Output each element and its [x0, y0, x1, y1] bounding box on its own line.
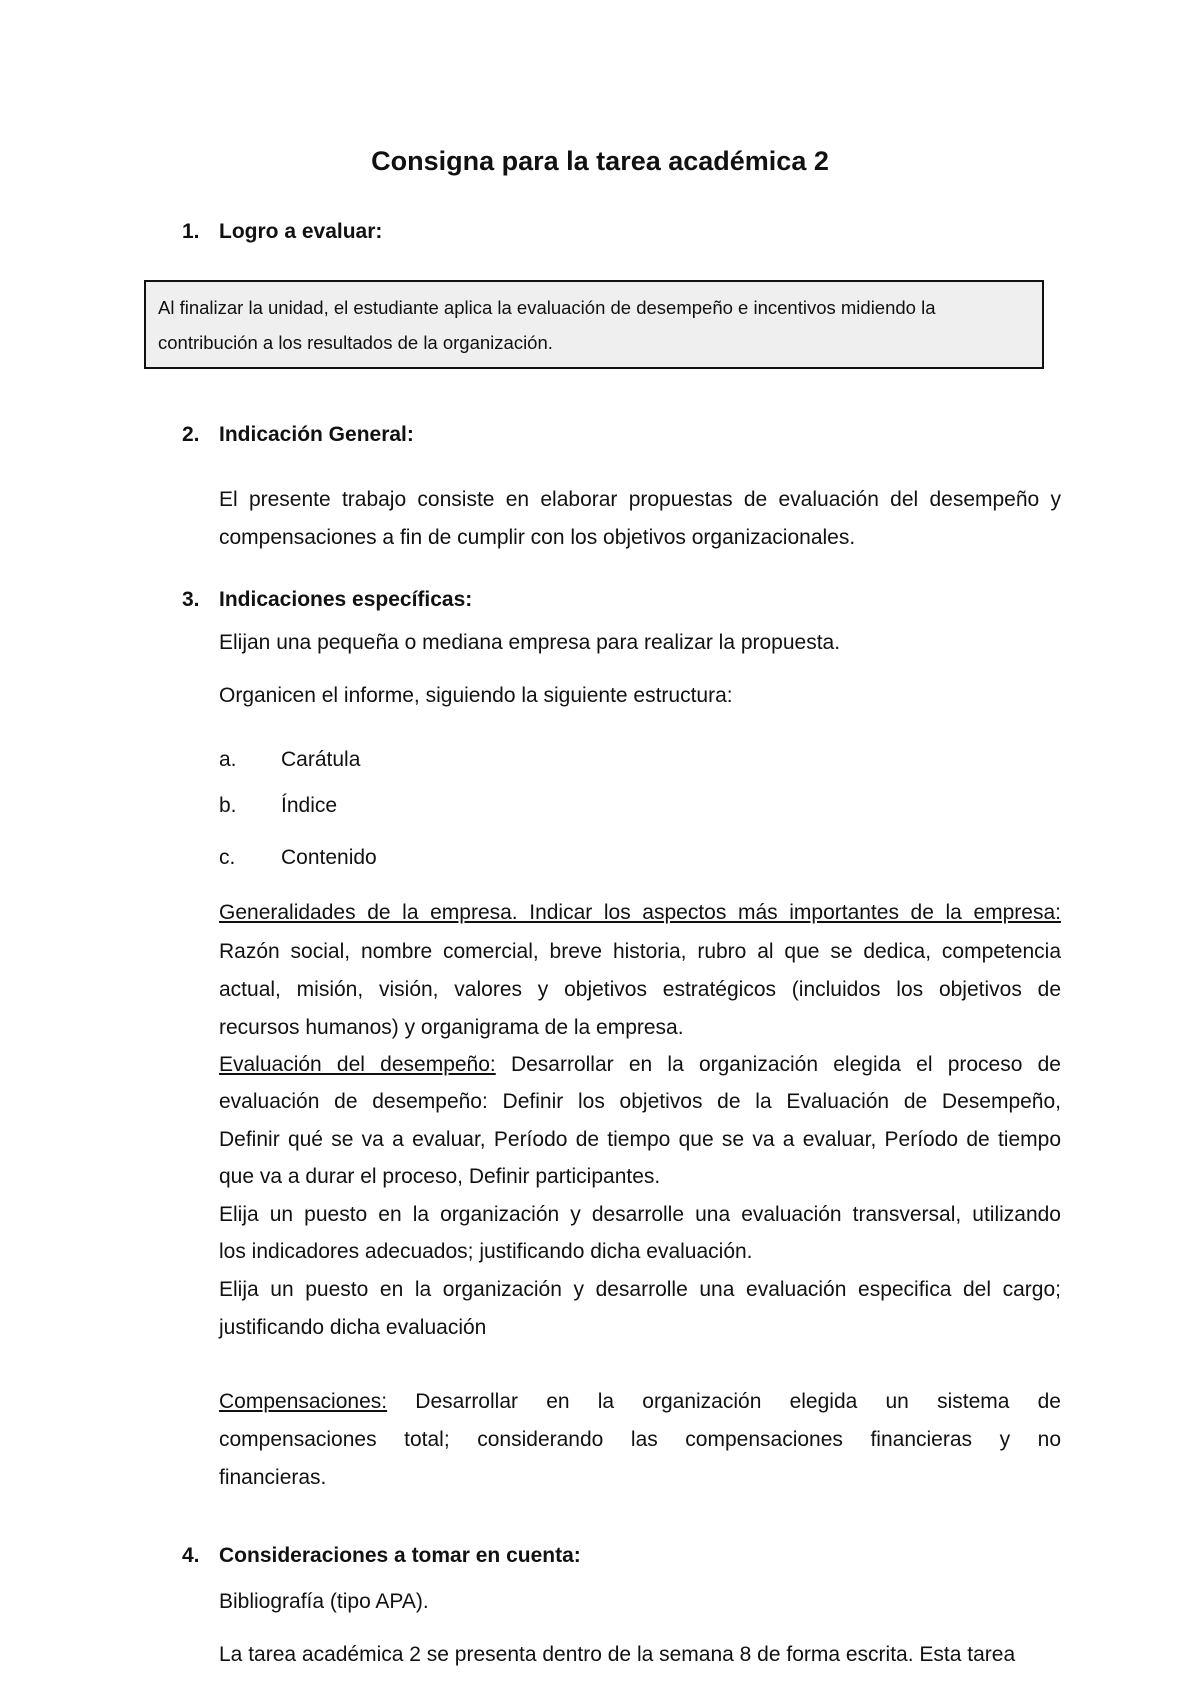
section-3-title: Indicaciones específicas: — [219, 588, 473, 611]
achievement-box — [144, 280, 1044, 369]
evaluacion-first-rest: Desarrollar en la organización elegida el proceso de — [510, 1053, 1061, 1076]
section-2-number: 2. — [182, 423, 200, 446]
list-item-text: Contenido — [281, 846, 377, 869]
evaluacion-line: Elija un puesto en la organización y desarrolle una evaluación transversal, utilizando — [219, 1203, 1061, 1226]
considerations-line: La tarea académica 2 se presenta dentro de la semana 8 de forma escrita. Esta tarea — [219, 1643, 1016, 1666]
section-4-number: 4. — [182, 1544, 200, 1567]
evaluacion-line: los indicadores adecuados; justificando dicha evaluación. — [219, 1240, 753, 1263]
list-item-letter: c. — [219, 846, 236, 869]
general-indication-line: El presente trabajo consiste en elaborar propuestas de evaluación del desempeño y — [219, 488, 1061, 511]
compensaciones-first-rest: Desarrollar en la organización elegida un sistema de — [415, 1390, 1061, 1413]
generalidades-heading: Generalidades de la empresa. Indicar los aspectos más importantes de la empresa: — [219, 901, 1061, 924]
evaluacion-first-line — [219, 1053, 1061, 1077]
list-item-text: Carátula — [281, 748, 361, 771]
compensaciones-first-line — [219, 1390, 1061, 1414]
section-1-heading — [182, 220, 383, 244]
considerations-line: Bibliografía (tipo APA). — [219, 1590, 429, 1613]
compensaciones-line: compensaciones total; considerando las compensaciones financieras y no — [219, 1428, 1061, 1451]
evaluacion-heading: Evaluación del desempeño: — [219, 1053, 496, 1076]
list-item-text: Índice — [281, 794, 338, 817]
evaluacion-line: Elija un puesto en la organización y desarrolle una evaluación especifica del cargo; — [219, 1278, 1061, 1301]
list-item-letter: a. — [219, 748, 237, 771]
achievement-line: Al finalizar la unidad, el estudiante aplica la evaluación de desempeño e incentivos midiendo la — [158, 297, 936, 318]
generalidades-line: actual, misión, visión, valores y objetivos estratégicos (incluidos los objetivos de — [219, 978, 1061, 1001]
generalidades-line: recursos humanos) y organigrama de la empresa. — [219, 1016, 684, 1039]
generalidades-line: Razón social, nombre comercial, breve historia, rubro al que se dedica, competencia — [219, 940, 1061, 963]
section-2-heading — [182, 423, 414, 447]
section-1-number: 1. — [182, 220, 200, 243]
compensaciones-heading: Compensaciones: — [219, 1390, 388, 1413]
evaluacion-line: evaluación de desempeño: Definir los objetivos de la Evaluación de Desempeño, — [219, 1090, 1061, 1113]
specific-intro-1: Elijan una pequeña o mediana empresa para realizar la propuesta. — [219, 631, 841, 654]
document-title: Consigna para la tarea académica 2 — [371, 146, 829, 176]
section-1-title: Logro a evaluar: — [219, 220, 383, 243]
achievement-line: contribución a los resultados de la organización. — [158, 332, 553, 353]
evaluacion-line: que va a durar el proceso, Definir participantes. — [219, 1165, 661, 1188]
general-indication-line: compensaciones a fin de cumplir con los objetivos organizacionales. — [219, 526, 856, 549]
section-4-title: Consideraciones a tomar en cuenta: — [219, 1544, 581, 1567]
section-3-number: 3. — [182, 588, 200, 611]
compensaciones-line: financieras. — [219, 1466, 327, 1489]
list-item-letter: b. — [219, 794, 237, 817]
evaluacion-line: Definir qué se va a evaluar, Período de tiempo que se va a evaluar, Período de tiempo — [219, 1128, 1061, 1151]
section-3-heading — [182, 588, 473, 612]
section-2-title: Indicación General: — [219, 423, 414, 446]
specific-intro-2: Organicen el informe, siguiendo la siguiente estructura: — [219, 684, 733, 707]
evaluacion-line: justificando dicha evaluación — [219, 1316, 487, 1339]
section-4-heading — [182, 1544, 581, 1568]
